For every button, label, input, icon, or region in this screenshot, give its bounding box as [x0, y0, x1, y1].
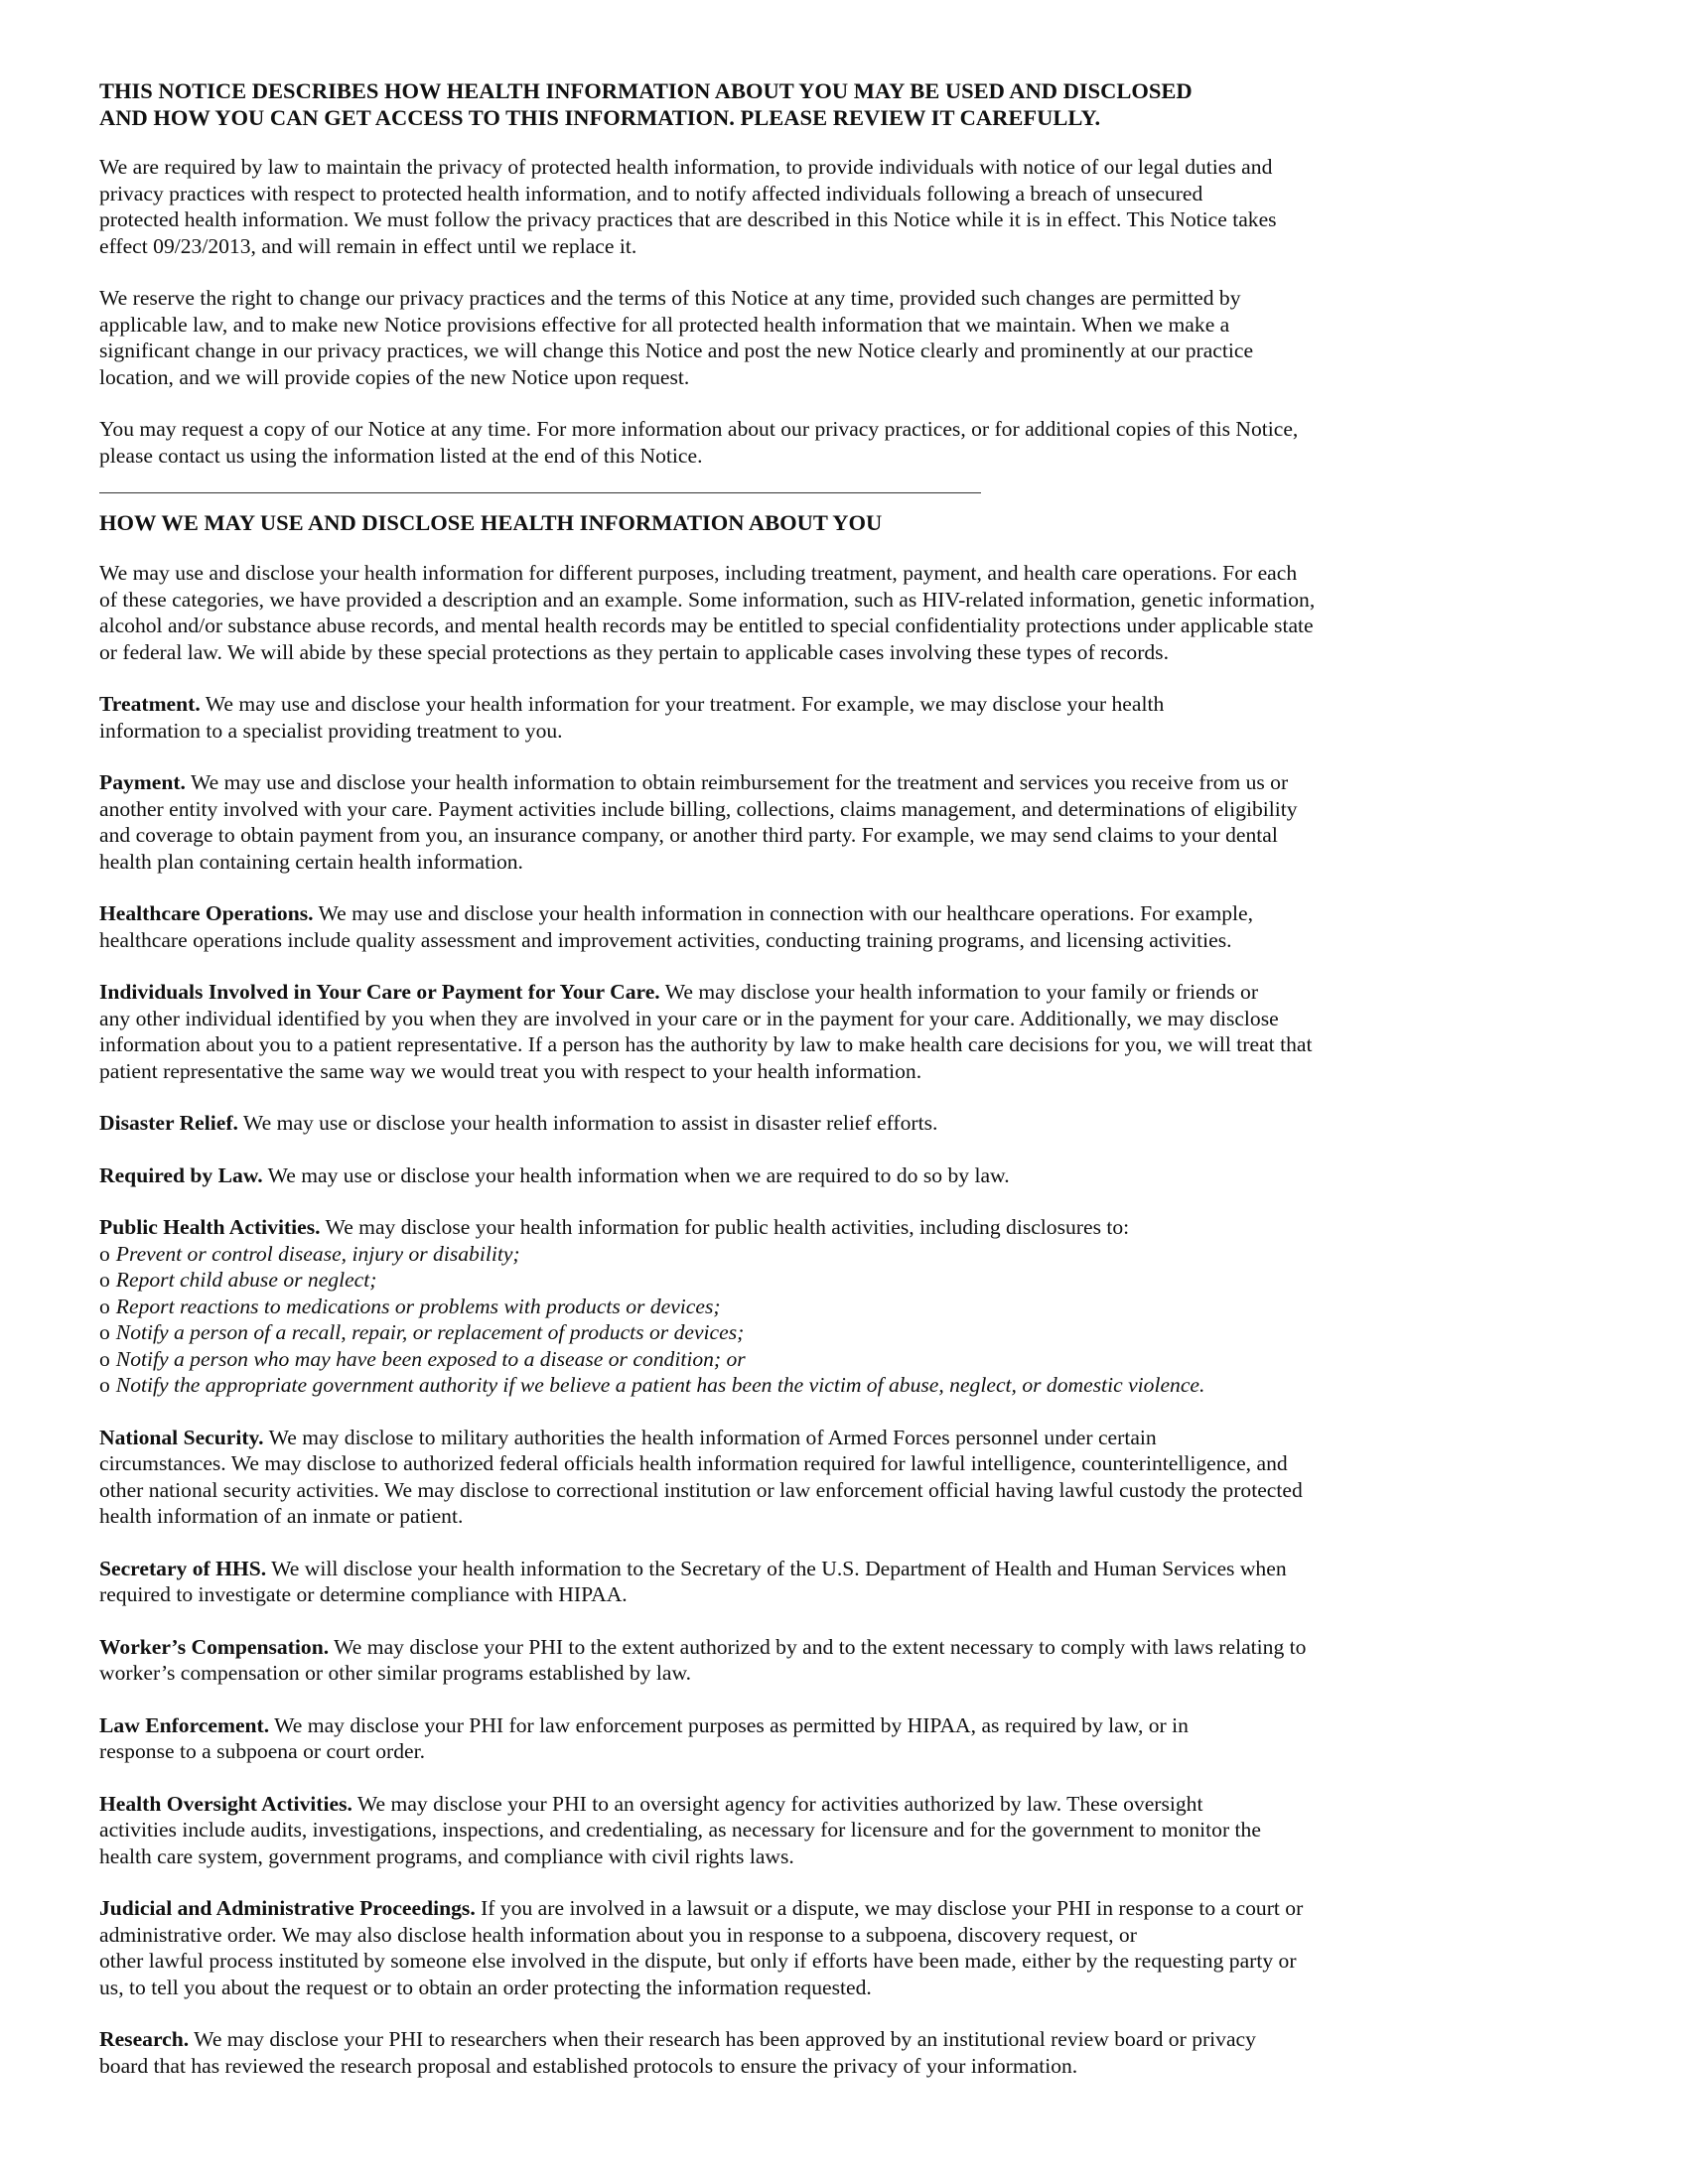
item-label: Worker’s Compensation. [99, 1634, 330, 1659]
notice-heading-line: THIS NOTICE DESCRIBES HOW HEALTH INFORMATION ABOUT YOU MAY BE USED AND DISCLOSED [99, 78, 1193, 103]
item-treatment: Treatment. We may use and disclose your health information for your treatment. For example, we may disclose your health information to a specialist providing treatment to you. [99, 692, 1165, 743]
intro-paragraph-right-to-change: We reserve the right to change our privacy practices and the terms of this Notice at any time, provided such changes are permitted by applicable law, and to make new Notice provisions effective for all protected health information that we maintain. When we make a significant change in our privacy practices, we will change this Notice and post the new Notice clearly and prominently at our practice location, and we will provide copies of the new Notice upon request. [99, 286, 1254, 389]
section-divider [99, 492, 981, 493]
item-judicial-proceedings: Judicial and Administrative Proceedings. If you are involved in a lawsuit or a dispute, we may disclose your PHI in response to a court or administrative order. We may also disclose health information about you in response to a subpoena, discovery request, or other lawful process instituted by someone else involved in the dispute, but only if efforts have been made, either by the requesting party or us, to tell you about the request or to obtain an order protecting the information requested. [99, 1896, 1304, 1999]
item-label: National Security. [99, 1425, 264, 1449]
item-health-oversight: Health Oversight Activities. We may disclose your PHI to an oversight agency for activities authorized by law. These oversight activities include audits, investigations, inspections, and credentialing, as necessary for licensure and for the government to monitor the health care system, government programs, and compliance with civil rights laws. [99, 1791, 1261, 1868]
public-health-bullet-list [99, 1241, 1589, 1399]
item-label: Individuals Involved in Your Care or Payment for Your Care. [99, 980, 660, 1004]
item-individuals-involved: Individuals Involved in Your Care or Payment for Your Care. We may disclose your health information to your family or friends or any other individual identified by you when they are involved in your care or in the payment for your care. Additionally, we may disclose information about you to a patient representative. If a person has the authority by law to make health care decisions for you, we will treat that patient representative the same way we would treat you with respect to your health information. [99, 980, 1313, 1083]
item-label: Payment. [99, 770, 186, 794]
list-item: o Notify a person who may have been exposed to a disease or condition; or [99, 1346, 746, 1371]
item-required-by-law: Required by Law. We may use or disclose your health information when we are required to do so by law. [99, 1162, 1010, 1187]
intro-paragraph-legal-duties: We are required by law to maintain the privacy of protected health information, to provide individuals with notice of our legal duties and privacy practices with respect to protected health information, and to notify affected individuals following a breach of unsecured protected health information. We must follow the privacy practices that are described in this Notice while it is in effect. This Notice takes effect 09/23/2013, and will remain in effect until we replace it. [99, 155, 1277, 258]
item-research: Research. We may disclose your PHI to researchers when their research has been approved by an institutional review board or privacy board that has reviewed the research proposal and established protocols to ensure the privacy of your information. [99, 2027, 1256, 2078]
notice-heading [99, 77, 1589, 131]
list-item: o Notify the appropriate government authority if we believe a patient has been the victim of abuse, neglect, or domestic violence. [99, 1373, 1205, 1397]
section-intro-paragraph: We may use and disclose your health information for different purposes, including treatment, payment, and health care operations. For each of these categories, we have provided a description and an example. Some information, such as HIV-related information, genetic information, alcohol and/or substance abuse records, and mental health records may be entitled to special confidentiality protections under applicable state or federal law. We will abide by these special protections as they pertain to applicable cases involving these types of records. [99, 561, 1316, 664]
item-label: Secretary of HHS. [99, 1556, 267, 1580]
intro-paragraph-request-copy: You may request a copy of our Notice at any time. For more information about our privacy practices, or for additional copies of this Notice, please contact us using the information listed at the end of this Notice. [99, 417, 1299, 468]
item-label: Health Oversight Activities. [99, 1791, 352, 1816]
item-label: Public Health Activities. [99, 1215, 321, 1239]
list-item: o Report child abuse or neglect; [99, 1268, 377, 1292]
item-secretary-hhs: Secretary of HHS. We will disclose your health information to the Secretary of the U.S. Department of Health and Human Services when required to investigate or determine compliance with HIPAA. [99, 1556, 1287, 1606]
item-label: Law Enforcement. [99, 1712, 270, 1737]
item-public-health: Public Health Activities. We may disclose your health information for public health activities, including disclosures to: o Prevent or control disease, injury or disability; o Report child abuse or neglect; o Report reactions to medications or problems with products or devices; o Notify a person of a recall, repair, or replacement of products or devices; o Notify a person who may have been exposed to a disease or condition; or o Notify the appropriate government authority if we believe a patient has been the victim of abuse, neglect, or domestic violence. [99, 1214, 1589, 1399]
item-label: Disaster Relief. [99, 1111, 238, 1135]
item-label: Treatment. [99, 692, 201, 716]
item-payment: Payment. We may use and disclose your health information to obtain reimbursement for the treatment and services you receive from us or another entity involved with your care. Payment activities include billing, collections, claims management, and determinations of eligibility and coverage to obtain payment from you, an insurance company, or another third party. For example, we may send claims to your dental health plan containing certain health information. [99, 770, 1298, 874]
item-disaster-relief: Disaster Relief. We may use or disclose your health information to assist in disaster relief efforts. [99, 1111, 938, 1135]
item-law-enforcement: Law Enforcement. We may disclose your PHI for law enforcement purposes as permitted by HIPAA, as required by law, or in response to a subpoena or court order. [99, 1712, 1189, 1763]
list-item: o Prevent or control disease, injury or disability; [99, 1241, 520, 1266]
list-item: o Report reactions to medications or problems with products or devices; [99, 1294, 721, 1318]
item-label: Research. [99, 2027, 190, 2051]
section-heading: HOW WE MAY USE AND DISCLOSE HEALTH INFORMATION ABOUT YOU [99, 510, 883, 535]
item-healthcare-operations: Healthcare Operations. We may use and disclose your health information in connection with our healthcare operations. For example, healthcare operations include quality assessment and improvement activities, conducting training programs, and licensing activities. [99, 901, 1254, 952]
item-label: Required by Law. [99, 1162, 263, 1187]
item-label: Healthcare Operations. [99, 901, 314, 925]
item-workers-compensation: Worker’s Compensation. We may disclose your PHI to the extent authorized by and to the extent necessary to comply with laws relating to worker’s compensation or other similar programs established by law. [99, 1634, 1307, 1685]
item-label: Judicial and Administrative Proceedings. [99, 1896, 476, 1920]
item-national-security: National Security. We may disclose to military authorities the health information of Armed Forces personnel under certain circumstances. We may disclose to authorized federal officials health information required for lawful intelligence, counterintelligence, and other national security activities. We may disclose to correctional institution or law enforcement official having lawful custody the protected health information of an inmate or patient. [99, 1425, 1303, 1528]
list-item: o Notify a person of a recall, repair, or replacement of products or devices; [99, 1320, 745, 1344]
notice-heading-line: AND HOW YOU CAN GET ACCESS TO THIS INFORMATION. PLEASE REVIEW IT CAREFULLY. [99, 105, 1101, 130]
privacy-notice-page [99, 77, 1589, 2079]
